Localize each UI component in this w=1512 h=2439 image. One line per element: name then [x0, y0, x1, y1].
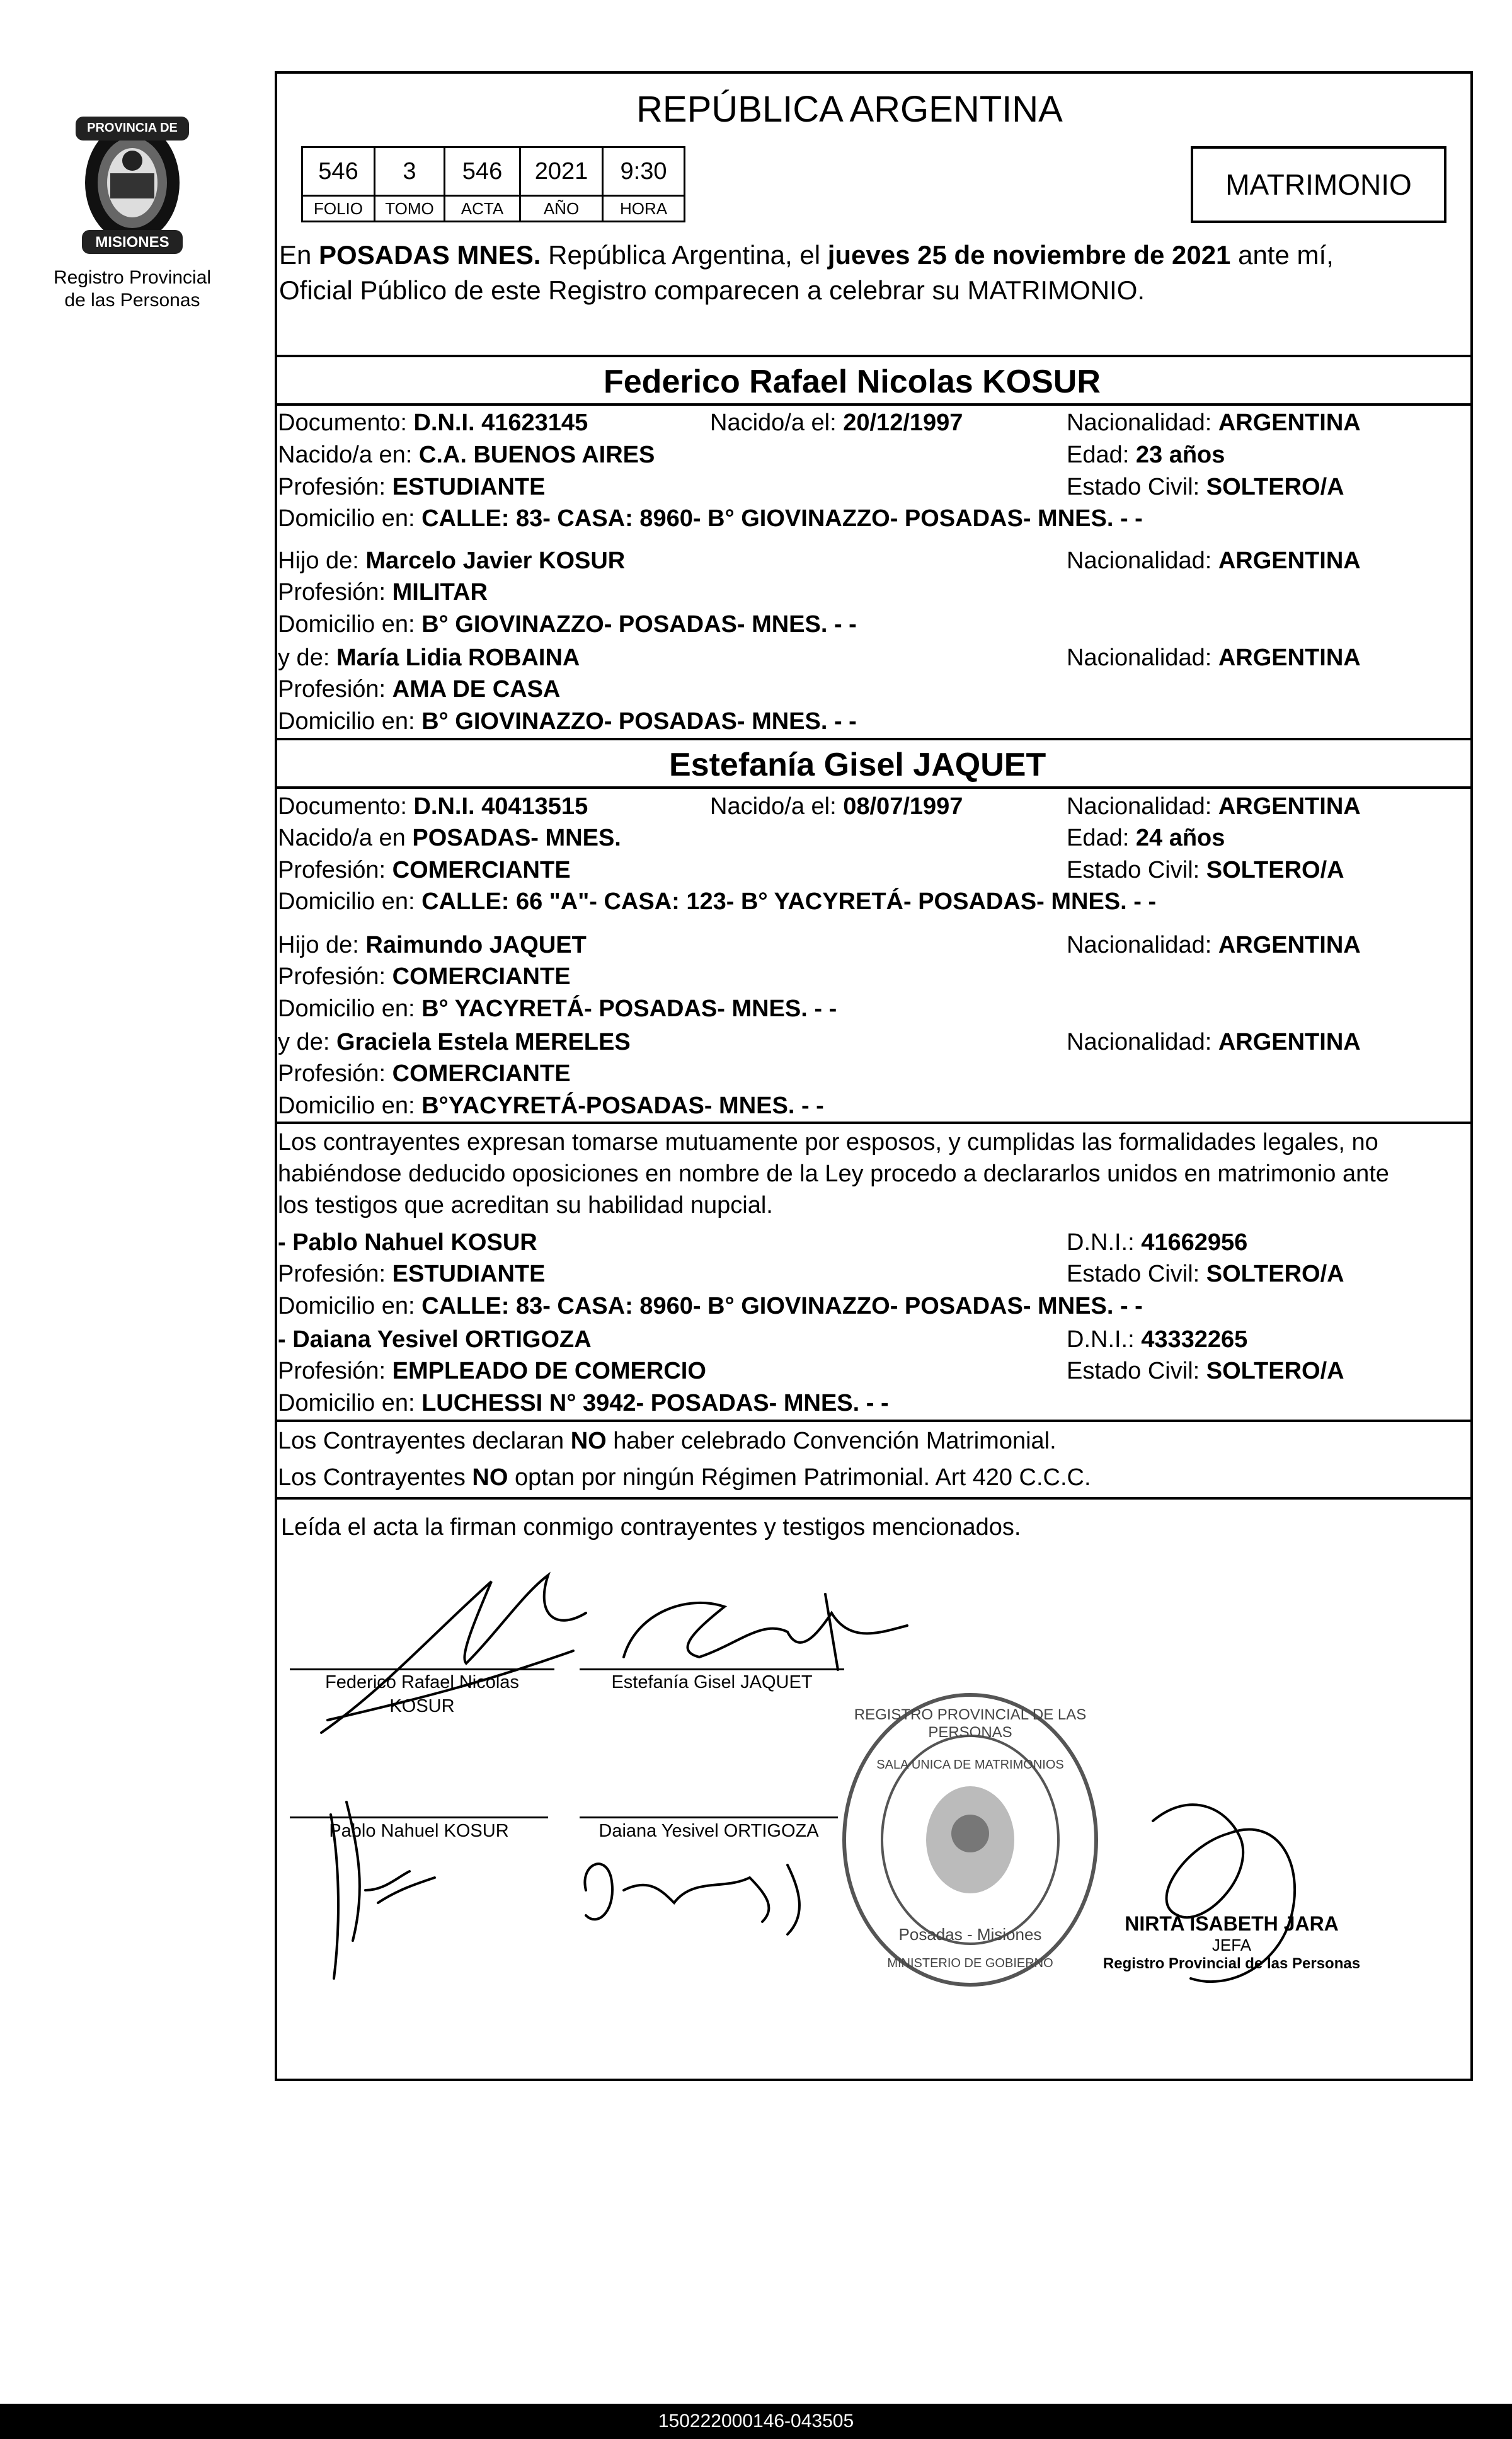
official-stamp [1093, 1912, 1370, 1973]
registry-seal [838, 1689, 1102, 1991]
tomo-value: 3 [374, 146, 445, 197]
emblem-top-text: PROVINCIA DE [87, 121, 178, 135]
emblem-bottom-text: MISIONES [95, 234, 169, 251]
witness1-address: Domicilio en: CALLE: 83- CASA: 8960- B° GIOVINAZZO- POSADAS- MNES. - - [278, 1293, 1143, 1319]
declaration-line-2: habiéndose deducido oposiciones en nombre de la Ley procedo a declararlos unidos en matrimonio ante [278, 1161, 1389, 1187]
signature-line-1 [290, 1668, 554, 1670]
closing-text: Leída el acta la firman conmigo contrayentes y testigos mencionados. [281, 1514, 1021, 1541]
spouse1-birthplace: Nacido/a en: C.A. BUENOS AIRES [278, 442, 655, 468]
spouse2-mother-profession: Profesión: COMERCIANTE [278, 1060, 571, 1087]
spouse2-father: Hijo de: Raimundo JAQUET [278, 932, 587, 958]
divider [276, 786, 1473, 789]
spouse2-civil-status: Estado Civil: SOLTERO/A [1067, 857, 1344, 883]
spouse1-birthdate: Nacido/a el: 20/12/1997 [710, 410, 963, 436]
document-code: 150222000146-043505 [658, 2411, 854, 2431]
spouse2-mother-nationality: Nacionalidad: ARGENTINA [1067, 1029, 1361, 1055]
declaration-line-3: los testigos que acreditan su habilidad nupcial. [278, 1192, 773, 1219]
witness1-profession: Profesión: ESTUDIANTE [278, 1261, 546, 1287]
spouse1-mother-address: Domicilio en: B° GIOVINAZZO- POSADAS- MNES. - - [278, 708, 857, 735]
signature-scribble-4 [585, 1864, 799, 1934]
spouse2-nationality: Nacionalidad: ARGENTINA [1067, 793, 1361, 820]
spouse1-age: Edad: 23 años [1067, 442, 1225, 468]
spouse2-mother: y de: Graciela Estela MERELES [278, 1029, 631, 1055]
spouse1-father-profession: Profesión: MILITAR [278, 579, 488, 605]
signature-name-daiana: Daiana Yesivel ORTIGOZA [598, 1821, 819, 1841]
spouse2-name: Estefanía Gisel JAQUET [669, 747, 1046, 783]
regime-line-1: Los Contrayentes declaran NO haber celebrado Convención Matrimonial. [278, 1428, 1057, 1454]
spouse1-mother: y de: María Lidia ROBAINA [278, 645, 580, 671]
signature-name-pablo: Pablo Nahuel KOSUR [329, 1821, 509, 1841]
spouse2-mother-address: Domicilio en: B°YACYRETÁ-POSADAS- MNES. - - [278, 1093, 824, 1119]
registry-emblem [63, 104, 202, 261]
spouse1-document: Documento: D.N.I. 41623145 [278, 410, 588, 436]
page-title: REPÚBLICA ARGENTINA [636, 89, 1063, 130]
witness2-dni: D.N.I.: 43332265 [1067, 1326, 1248, 1353]
regime-line-2: Los Contrayentes NO optan por ningún Régimen Patrimonial. Art 420 C.C.C. [278, 1464, 1091, 1491]
spouse2-birthdate: Nacido/a el: 08/07/1997 [710, 793, 963, 820]
spouse2-father-profession: Profesión: COMERCIANTE [278, 963, 571, 990]
seal-bottom-text: Posadas - Misiones [898, 1925, 1042, 1944]
spouse1-father-nationality: Nacionalidad: ARGENTINA [1067, 548, 1361, 574]
spouse1-mother-profession: Profesión: AMA DE CASA [278, 676, 561, 703]
signature-scribble-2 [624, 1594, 907, 1670]
registry-caption: Registro Provincial de las Personas [53, 267, 212, 311]
intro-line-2: Oficial Público de este Registro comparecen a celebrar su MATRIMONIO. [279, 275, 1145, 305]
signature-name-estefania: Estefanía Gisel JAQUET [611, 1672, 813, 1692]
seal-ministry-text: MINISTERIO DE GOBIERNO [887, 1956, 1053, 1970]
acta-value: 546 [444, 146, 521, 197]
official-name: NIRTA ISABETH JARA [1125, 1912, 1339, 1935]
year-label: AÑO [519, 195, 604, 222]
divider [276, 403, 1473, 406]
seal-outer-text: REGISTRO PROVINCIAL DE LAS PERSONAS [854, 1706, 1087, 1741]
divider [276, 1122, 1473, 1124]
spouse2-father-nationality: Nacionalidad: ARGENTINA [1067, 932, 1361, 958]
witness1-dni: D.N.I.: 41662956 [1067, 1229, 1248, 1256]
spouse2-document: Documento: D.N.I. 40413515 [278, 793, 588, 820]
signature-line-4 [580, 1816, 838, 1818]
hour-label: HORA [602, 195, 685, 222]
folio-label: FOLIO [301, 195, 375, 222]
tomo-label: TOMO [374, 195, 445, 222]
witness1-civil-status: Estado Civil: SOLTERO/A [1067, 1261, 1344, 1287]
divider [276, 1497, 1473, 1500]
declaration-line-1: Los contrayentes expresan tomarse mutuamente por esposos, y cumplidas las formalidades legales, no [278, 1129, 1378, 1156]
act-type-box: MATRIMONIO [1191, 146, 1446, 223]
divider [276, 1420, 1473, 1422]
spouse2-father-address: Domicilio en: B° YACYRETÁ- POSADAS- MNES. - - [278, 996, 837, 1022]
spouse2-profession: Profesión: COMERCIANTE [278, 857, 571, 883]
witness2-name: - Daiana Yesivel ORTIGOZA [278, 1326, 592, 1353]
spouse1-mother-nationality: Nacionalidad: ARGENTINA [1067, 645, 1361, 671]
spouse1-civil-status: Estado Civil: SOLTERO/A [1067, 474, 1344, 500]
acta-label: ACTA [444, 195, 521, 222]
official-office: Registro Provincial de las Personas [1102, 1955, 1361, 1972]
hour-value: 9:30 [602, 146, 685, 197]
signature-name-federico: Federico Rafael Nicolas KOSUR [325, 1672, 519, 1716]
divider [276, 355, 1473, 357]
witness2-address: Domicilio en: LUCHESSI N° 3942- POSADAS- MNES. - - [278, 1390, 889, 1416]
spouse1-profession: Profesión: ESTUDIANTE [278, 474, 546, 500]
spouse2-address: Domicilio en: CALLE: 66 "A"- CASA: 123- B° YACYRETÁ- POSADAS- MNES. - - [278, 888, 1157, 915]
intro-line-1: En POSADAS MNES. República Argentina, el jueves 25 de noviembre de 2021 ante mí, [279, 240, 1334, 270]
spouse1-father: Hijo de: Marcelo Javier KOSUR [278, 548, 626, 574]
signature-line-2 [580, 1668, 844, 1670]
document-code-bar [0, 2404, 1512, 2439]
spouse1-name: Federico Rafael Nicolas KOSUR [604, 364, 1101, 400]
witness1-name: - Pablo Nahuel KOSUR [278, 1229, 537, 1256]
signature-line-3 [290, 1816, 548, 1818]
witness2-profession: Profesión: EMPLEADO DE COMERCIO [278, 1358, 706, 1384]
witness2-civil-status: Estado Civil: SOLTERO/A [1067, 1358, 1344, 1384]
official-role: JEFA [1211, 1936, 1252, 1954]
divider [276, 738, 1473, 740]
folio-value: 546 [301, 146, 375, 197]
spouse1-address: Domicilio en: CALLE: 83- CASA: 8960- B° GIOVINAZZO- POSADAS- MNES. - - [278, 505, 1143, 532]
spouse2-birthplace: Nacido/a en POSADAS- MNES. [278, 825, 621, 851]
spouse1-father-address: Domicilio en: B° GIOVINAZZO- POSADAS- MNES. - - [278, 611, 857, 638]
spouse2-age: Edad: 24 años [1067, 825, 1225, 851]
seal-inner-text: SALA UNICA DE MATRIMONIOS [876, 1758, 1064, 1772]
spouse1-nationality: Nacionalidad: ARGENTINA [1067, 410, 1361, 436]
year-value: 2021 [519, 146, 604, 197]
